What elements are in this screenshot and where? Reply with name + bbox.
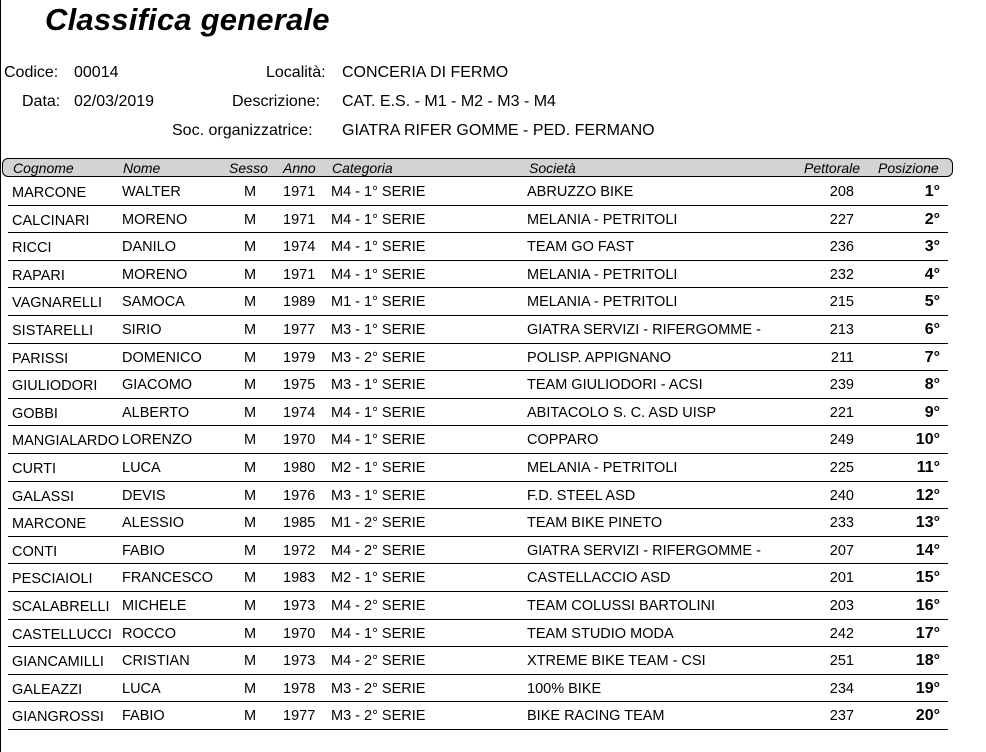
sesso-cell: M — [243, 211, 257, 228]
cognome-cell: GALEAZZI — [12, 681, 83, 698]
posizione-cell: 10° — [915, 431, 940, 449]
table-row — [8, 537, 948, 565]
posizione-cell: 13° — [915, 514, 940, 532]
categoria-cell: M4 - 1° SERIE — [331, 184, 426, 200]
sesso-cell: M — [243, 321, 257, 338]
nome-cell: MICHELE — [122, 597, 187, 614]
localita-value: CONCERIA DI FERMO — [342, 64, 509, 81]
categoria-cell: M4 - 1° SERIE — [331, 404, 426, 421]
societa-cell: ABITACOLO S. C. ASD UISP — [527, 404, 717, 421]
anno-cell: 1980 — [283, 459, 316, 476]
pettorale-cell: 249 — [829, 432, 854, 449]
cognome-cell: GALASSI — [12, 488, 75, 505]
sesso-cell: M — [243, 239, 257, 256]
categoria-cell: M4 - 1° SERIE — [331, 266, 426, 283]
cognome-cell: MARCONE — [12, 516, 87, 533]
categoria-cell: M2 - 1° SERIE — [331, 459, 426, 476]
societa-cell: MELANIA - PETRITOLI — [527, 211, 678, 228]
societa-cell: TEAM GO FAST — [527, 239, 635, 256]
societa-cell: POLISP. APPIGNANO — [527, 349, 671, 366]
sesso-cell: M — [243, 487, 257, 504]
societa-cell: MELANIA - PETRITOLI — [527, 294, 678, 311]
posizione-cell: 9° — [924, 403, 940, 421]
categoria-cell: M1 - 2° SERIE — [331, 515, 426, 532]
table-row — [8, 647, 948, 675]
posizione-cell: 4° — [924, 265, 940, 283]
pettorale-cell: 203 — [829, 597, 854, 614]
societa-cell: COPPARO — [527, 432, 599, 449]
societa-cell: TEAM COLUSSI BARTOLINI — [527, 597, 716, 614]
pettorale-cell: 232 — [829, 266, 854, 283]
cognome-cell: GIANCAMILLI — [12, 654, 104, 671]
pettorale-cell: 208 — [829, 184, 854, 200]
pettorale-cell: 221 — [829, 404, 854, 421]
nome-cell: WALTER — [122, 184, 181, 200]
categoria-cell: M4 - 1° SERIE — [331, 625, 426, 642]
pettorale-cell: 234 — [829, 680, 854, 697]
sesso-cell: M — [243, 625, 257, 642]
categoria-cell: M1 - 1° SERIE — [331, 294, 426, 311]
cognome-cell: MANGIALARDO — [12, 433, 120, 450]
categoria-cell: M3 - 1° SERIE — [331, 377, 426, 394]
anno-cell: 1989 — [283, 294, 316, 311]
pettorale-cell: 201 — [829, 570, 854, 587]
table-row — [8, 316, 948, 344]
table-row — [8, 564, 948, 592]
table-row — [8, 702, 948, 730]
table-row — [8, 371, 948, 399]
categoria-cell: M3 - 1° SERIE — [331, 487, 426, 504]
data-value: 02/03/2019 — [74, 93, 155, 110]
cognome-cell: MARCONE — [12, 185, 87, 201]
localita-label: Località: — [266, 64, 326, 81]
posizione-cell: 3° — [924, 238, 940, 256]
cognome-cell: SISTARELLI — [12, 322, 94, 339]
anno-cell: 1973 — [283, 597, 316, 614]
posizione-cell: 7° — [924, 348, 940, 366]
table-row — [8, 509, 948, 537]
categoria-cell: M3 - 1° SERIE — [331, 321, 426, 338]
anno-cell: 1977 — [283, 321, 316, 338]
anno-cell: 1973 — [283, 653, 316, 670]
posizione-cell: 18° — [915, 652, 940, 670]
cognome-cell: GOBBI — [12, 405, 58, 422]
posizione-cell: 17° — [915, 624, 940, 642]
nome-cell: ALESSIO — [122, 515, 185, 532]
societa-cell: GIATRA SERVIZI - RIFERGOMME - — [527, 542, 761, 559]
societa-cell: MELANIA - PETRITOLI — [527, 266, 678, 283]
descrizione-label: Descrizione: — [232, 93, 321, 110]
cognome-cell: CONTI — [12, 543, 58, 560]
pettorale-cell: 225 — [829, 459, 854, 476]
societa-cell: TEAM STUDIO MODA — [527, 625, 674, 642]
col-sesso-header: Sesso — [229, 160, 268, 176]
societa-cell: BIKE RACING TEAM — [527, 708, 665, 725]
cognome-cell: CURTI — [12, 460, 57, 477]
nome-cell: ROCCO — [122, 625, 176, 642]
categoria-cell: M3 - 2° SERIE — [331, 349, 426, 366]
categoria-cell: M4 - 2° SERIE — [331, 597, 426, 614]
posizione-cell: 2° — [924, 210, 940, 228]
anno-cell: 1976 — [283, 487, 316, 504]
nome-cell: FRANCESCO — [122, 570, 214, 587]
nome-cell: LORENZO — [122, 432, 193, 449]
nome-cell: FABIO — [122, 708, 165, 725]
anno-cell: 1983 — [283, 570, 316, 587]
societa-cell: TEAM GIULIODORI - ACSI — [527, 377, 703, 394]
sesso-cell: M — [243, 597, 257, 614]
pettorale-cell: 233 — [829, 515, 854, 532]
categoria-cell: M3 - 2° SERIE — [331, 680, 426, 697]
sesso-cell: M — [243, 184, 257, 200]
col-societa-header: Società — [529, 160, 576, 176]
societa-cell: XTREME BIKE TEAM - CSI — [527, 653, 706, 670]
col-pettorale-header: Pettorale — [804, 160, 861, 176]
categoria-cell: M3 - 2° SERIE — [331, 708, 426, 725]
categoria-cell: M4 - 1° SERIE — [331, 239, 426, 256]
table-row — [8, 178, 948, 206]
cognome-cell: CALCINARI — [12, 212, 90, 229]
cognome-cell: PESCIAIOLI — [12, 571, 93, 588]
soc-organizzatrice-label: Soc. organizzatrice: — [172, 122, 313, 139]
page-title: Classifica generale — [45, 2, 330, 37]
nome-cell: LUCA — [122, 459, 161, 476]
nome-cell: LUCA — [122, 680, 161, 697]
table-row — [8, 592, 948, 620]
pettorale-cell: 215 — [829, 294, 854, 311]
categoria-cell: M2 - 1° SERIE — [331, 570, 426, 587]
posizione-cell: 19° — [915, 679, 940, 697]
sesso-cell: M — [243, 459, 257, 476]
col-categoria-header: Categoria — [332, 160, 393, 176]
col-posizione-header: Posizione — [878, 160, 939, 176]
sesso-cell: M — [243, 377, 257, 394]
table-row — [8, 206, 948, 234]
cognome-cell: RAPARI — [12, 267, 65, 284]
anno-cell: 1979 — [283, 349, 316, 366]
posizione-cell: 15° — [915, 569, 940, 587]
anno-cell: 1972 — [283, 542, 316, 559]
pettorale-cell: 211 — [830, 349, 854, 366]
anno-cell: 1975 — [283, 377, 316, 394]
anno-cell: 1970 — [283, 625, 316, 642]
nome-cell: SAMOCA — [122, 294, 185, 311]
nome-cell: GIACOMO — [122, 377, 193, 394]
cognome-cell: SCALABRELLI — [12, 598, 110, 615]
sesso-cell: M — [243, 680, 257, 697]
anno-cell: 1971 — [283, 184, 316, 200]
nome-cell: DANILO — [122, 239, 176, 256]
posizione-cell: 11° — [916, 458, 940, 476]
nome-cell: CRISTIAN — [122, 653, 190, 670]
pettorale-cell: 239 — [829, 377, 854, 394]
sesso-cell: M — [243, 266, 257, 283]
sesso-cell: M — [243, 349, 257, 366]
pettorale-cell: 240 — [829, 487, 854, 504]
categoria-cell: M4 - 2° SERIE — [331, 542, 426, 559]
table-row — [8, 233, 948, 261]
categoria-cell: M4 - 2° SERIE — [331, 653, 426, 670]
cognome-cell: PARISSI — [12, 350, 69, 367]
sesso-cell: M — [243, 653, 257, 670]
posizione-cell: 1° — [924, 183, 940, 200]
data-label: Data: — [22, 93, 61, 110]
table-row — [8, 261, 948, 289]
societa-cell: GIATRA SERVIZI - RIFERGOMME - — [527, 321, 761, 338]
cognome-cell: VAGNARELLI — [12, 295, 102, 312]
results-table — [0, 178, 986, 730]
anno-cell: 1978 — [283, 680, 316, 697]
categoria-cell: M4 - 1° SERIE — [331, 211, 426, 228]
col-anno-header: Anno — [283, 160, 316, 176]
codice-value: 00014 — [74, 64, 119, 81]
societa-cell: CASTELLACCIO ASD — [527, 570, 671, 587]
sesso-cell: M — [243, 294, 257, 311]
table-row — [8, 399, 948, 427]
categoria-cell: M4 - 1° SERIE — [331, 432, 426, 449]
sesso-cell: M — [243, 432, 257, 449]
anno-cell: 1971 — [283, 266, 316, 283]
societa-cell: MELANIA - PETRITOLI — [527, 459, 678, 476]
sesso-cell: M — [243, 542, 257, 559]
table-row — [8, 482, 948, 510]
nome-cell: FABIO — [122, 542, 165, 559]
cognome-cell: RICCI — [12, 240, 52, 257]
pettorale-cell: 237 — [829, 708, 854, 725]
sesso-cell: M — [243, 404, 257, 421]
posizione-cell: 20° — [915, 707, 940, 725]
pettorale-cell: 213 — [829, 321, 854, 338]
sesso-cell: M — [243, 708, 257, 725]
nome-cell: ALBERTO — [122, 404, 190, 421]
anno-cell: 1974 — [283, 404, 316, 421]
sesso-cell: M — [243, 570, 257, 587]
societa-cell: TEAM BIKE PINETO — [527, 515, 663, 532]
posizione-cell: 12° — [915, 486, 940, 504]
posizione-cell: 14° — [915, 541, 940, 559]
posizione-cell: 16° — [915, 596, 940, 614]
table-row — [8, 620, 948, 648]
posizione-cell: 6° — [924, 320, 940, 338]
nome-cell: DEVIS — [122, 487, 166, 504]
soc-organizzatrice-value: GIATRA RIFER GOMME - PED. FERMANO — [342, 122, 655, 139]
table-row — [8, 675, 948, 703]
anno-cell: 1974 — [283, 239, 316, 256]
pettorale-cell: 207 — [829, 542, 854, 559]
anno-cell: 1977 — [283, 708, 316, 725]
table-header — [2, 158, 953, 177]
nome-cell: MORENO — [122, 266, 188, 283]
table-row — [8, 454, 948, 482]
cognome-cell: GIULIODORI — [12, 378, 98, 395]
societa-cell: ABRUZZO BIKE — [527, 184, 634, 200]
pettorale-cell: 236 — [829, 239, 854, 256]
nome-cell: SIRIO — [122, 321, 162, 338]
pettorale-cell: 227 — [829, 211, 854, 228]
table-row — [8, 344, 948, 372]
anno-cell: 1970 — [283, 432, 316, 449]
cognome-cell: CASTELLUCCI — [12, 626, 112, 643]
nome-cell: MORENO — [122, 211, 188, 228]
pettorale-cell: 242 — [829, 625, 854, 642]
col-nome-header: Nome — [123, 160, 161, 176]
table-row — [8, 426, 948, 454]
anno-cell: 1971 — [283, 211, 316, 228]
anno-cell: 1985 — [283, 515, 316, 532]
nome-cell: DOMENICO — [122, 349, 202, 366]
descrizione-value: CAT. E.S. - M1 - M2 - M3 - M4 — [342, 93, 556, 110]
sesso-cell: M — [243, 515, 257, 532]
posizione-cell: 8° — [924, 376, 940, 394]
codice-label: Codice: — [4, 64, 59, 81]
pettorale-cell: 251 — [829, 653, 854, 670]
societa-cell: 100% BIKE — [527, 680, 602, 697]
societa-cell: F.D. STEEL ASD — [527, 487, 636, 504]
posizione-cell: 5° — [924, 293, 940, 311]
table-row — [8, 288, 948, 316]
col-cognome-header: Cognome — [13, 160, 74, 176]
cognome-cell: GIANGROSSI — [12, 709, 104, 726]
